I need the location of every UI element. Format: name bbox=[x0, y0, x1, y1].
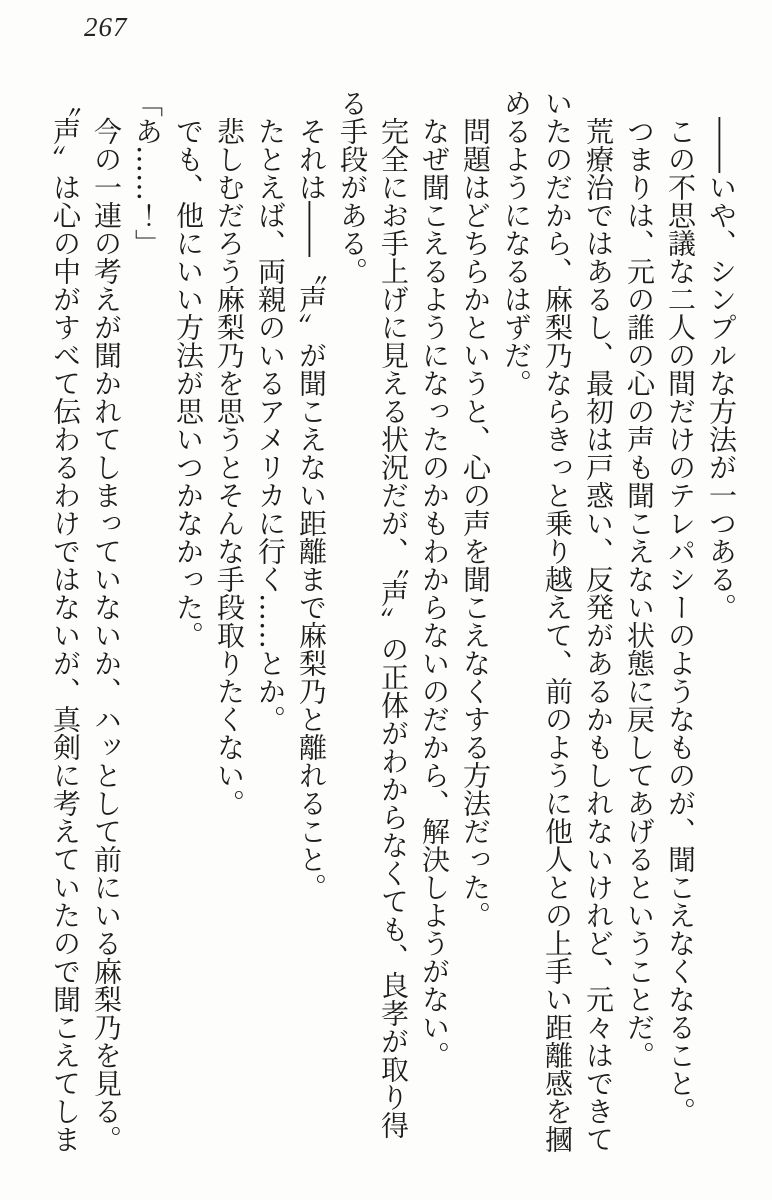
paragraph: 悲しむだろう麻梨乃を思うとそんな手段取りたくない。 bbox=[213, 117, 246, 817]
paragraph: でも、他にいい方法が思いつかなかった。 bbox=[172, 117, 205, 649]
page-number: 267 bbox=[84, 12, 128, 42]
paragraph: 荒療治ではあるし、最初は戸惑い、反発があるかもしれないけれど、元々はできていたのだから、麻梨乃ならきっと乗り越えて、前のように他人との上手い距離感を摑めるようになるはずだ。 bbox=[500, 89, 615, 1153]
paragraph: 問題はどちらかというと、心の声を聞こえなくする方法だった。 bbox=[459, 117, 492, 929]
paragraph: 〝声〟は心の中がすべて伝わるわけではないが、真剣に考えていたので聞こえてしま bbox=[49, 89, 82, 1153]
paragraph: つまりは、元の誰の心の声も聞こえない状態に戻してあげるということだ。 bbox=[623, 117, 656, 1069]
paragraph: なぜ聞こえるようになったのかもわからないのだから、解決しようがない。 bbox=[418, 117, 451, 1069]
paragraph: この不思議な二人の間だけのテレパシーのようなものが、聞こえなくなること。 bbox=[664, 117, 697, 1125]
paragraph: たとえば、両親のいるアメリカに行く……とか。 bbox=[254, 117, 287, 733]
paragraph: 今の一連の考えが聞かれてしまっていないか、ハッとして前にいる麻梨乃を見る。 bbox=[90, 117, 123, 1153]
paragraph: ――いや、シンプルな方法が一つある。 bbox=[705, 117, 738, 621]
paragraph: 「あ……！」 bbox=[131, 89, 164, 257]
body-text bbox=[45, 89, 742, 1159]
paragraph: それは――〝声〟が聞こえない距離まで麻梨乃と離れること。 bbox=[295, 117, 328, 901]
paragraph: 完全にお手上げに見える状況だが、〝声〟の正体がわからなくても、良孝が取り得る手段がある。 bbox=[336, 89, 410, 1139]
